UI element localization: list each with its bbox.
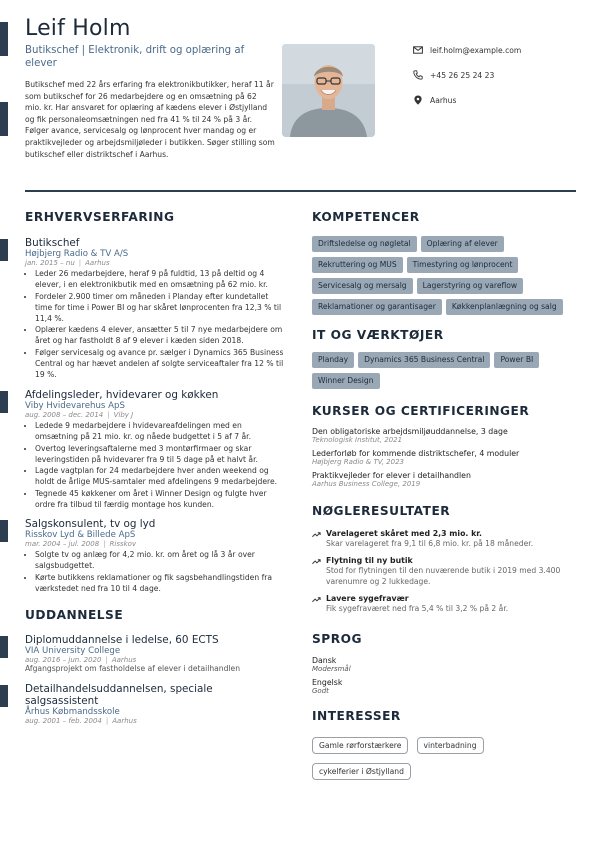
candidate-name: Leif Holm (25, 16, 131, 41)
skill-tag: Rekruttering og MUS (312, 257, 403, 273)
job-bullet: • Ledede 9 medarbejdere i hvidevareafdelingen med en omsætning på 21 mio. kr. og nåede budgettet i 5 af 7 år. (35, 420, 287, 442)
language-entry (312, 678, 582, 695)
job-bullet: • Tegnede 45 køkkener om året i Winner Design og fulgte hver ordre fra tilbud til færdig montage hos kunden. (35, 488, 287, 510)
education-meta: aug. 2001 – feb. 2004 | Aarhus (25, 716, 137, 725)
job-meta: jan. 2015 – nu | Aarhus (25, 259, 110, 267)
course-meta: Højbjerg Radio & TV, 2023 (312, 458, 404, 466)
skill-tag: Driftsledelse og nøgletal (312, 236, 417, 252)
skills-heading: KOMPETENCER (312, 210, 420, 224)
header-divider (25, 190, 576, 192)
language-name: Engelsk (312, 678, 343, 687)
education-meta: aug. 2016 – jun. 2020 | Aarhus (25, 655, 137, 664)
education-description: Afgangsprojekt om fastholdelse af elever i detailhandlen (25, 663, 241, 673)
result-entry (312, 556, 582, 587)
education-school: VIA University College (25, 645, 121, 656)
job-title: Butikschef (25, 237, 80, 249)
language-level: Modersmål (312, 665, 351, 673)
job-bullet: • Kørte butikkens reklamationer og fik sagsbehandlingstiden fra værkstedet ned fra 10 til 4 dage. (35, 572, 287, 594)
job-bullets (25, 268, 287, 380)
location-text: Aarhus (430, 95, 457, 105)
right-column (312, 210, 582, 785)
tool-tag: Power BI (494, 352, 539, 368)
job-dates: aug. 2008 – dec. 2014 (25, 411, 104, 420)
skill-tag: Timestyring og lønprocent (407, 257, 519, 273)
skill-tag: Servicesalg og mersalg (312, 278, 413, 294)
course-name: Lederforløb for kommende distriktschefer, 4 moduler (312, 449, 520, 458)
tools-tags (312, 352, 582, 394)
job-location: Risskov (109, 540, 137, 549)
course-entry (312, 427, 582, 444)
result-description: Skar varelageret fra 9,1 til 6,8 mio. kr. på 18 måneder. (326, 539, 534, 548)
email-text: leif.holm@example.com (430, 45, 522, 55)
mail-icon (413, 45, 423, 55)
job-location: Viby J (113, 411, 134, 420)
skills-tags (312, 236, 582, 320)
experience-heading: ERHVERVSERFARING (25, 210, 175, 224)
job-bullet: • Overtog leveringsaftalerne med 3 montørfirmaer og skar leveringstiden på hvidevarer fra 9 til 5 dage på et halvt år. (35, 443, 287, 465)
skill-tag: Lagerstyring og vareflow (417, 278, 524, 294)
job-title: Afdelingsleder, hvidevarer og køkken (25, 389, 219, 402)
profile-photo (282, 44, 375, 137)
education-school: Århus Købmandsskole (25, 706, 120, 717)
job-bullet: • Oplærer kædens 4 elever, ansætter 5 til 7 nye medarbejdere om året og har fastholdt 8 af 9 elever i kæden siden 2018. (35, 324, 287, 346)
job-meta: aug. 2008 – dec. 2014 | Viby J (25, 411, 134, 420)
result-entry (312, 529, 582, 549)
education-accent-bar (0, 685, 8, 707)
education-title: Diplomuddannelse i ledelse, 60 ECTS (25, 633, 219, 646)
interest-tag: cykelferier i Østjylland (312, 763, 411, 780)
job-bullet: • Følger servicesalg og avance pr. sælger i Dynamics 365 Business Central og har hævet andelen af solgte serviceaftaler fra 12 % til 19 %. (35, 347, 287, 380)
result-title: Lavere sygefravær (326, 594, 409, 603)
profile-summary: Butikschef med 22 års erfaring fra elektronikbutikker, heraf 11 år som butikschef for 26 medarbejdere og en omsætning på 62 mio. kr. Har ansvaret for oplæring af kædens elever i Østjylland og fik personaleomsætningen ned fra 41 % til 24 % på 3 år. Følger avance, servicesalg og lønprocent hver mandag og er praktikvejleder og arbejdsmiljøleder i butikken. Søger stilling som butikschef eller distriktschef i Aarhus. (25, 80, 275, 159)
job-company: Risskov Lyd & Billede ApS (25, 530, 136, 541)
education-title: Detailhandelsuddannelsen, speciale salgsassistent (25, 682, 213, 707)
language-name: Dansk (312, 656, 337, 665)
interest-tag: Gamle rørforstærkere (312, 737, 408, 754)
phone-text: +45 26 25 24 23 (430, 70, 495, 80)
job-bullet: • Solgte tv og anlæg for 4,2 mio. kr. om året og lå 3 år over salgsbudgettet. (35, 549, 287, 571)
trending-up-icon (312, 530, 321, 539)
interests-list (312, 733, 512, 785)
job-location: Aarhus (85, 259, 110, 267)
contact-location (413, 95, 456, 105)
job-accent-bar (0, 520, 8, 542)
tool-tag: Planday (312, 352, 354, 368)
job-company: Viby Hvidevarehus ApS (25, 401, 125, 412)
phone-icon (413, 70, 423, 80)
contact-phone[interactable] (413, 70, 494, 80)
result-entry (312, 594, 582, 614)
course-entry (312, 449, 582, 466)
language-entry (312, 656, 582, 673)
education-heading: UDDANNELSE (25, 607, 124, 622)
skill-tag: Oplæring af elever (421, 236, 504, 252)
skill-tag: Reklamationer og garantisager (312, 299, 442, 315)
trending-up-icon (312, 595, 321, 604)
job-bullet: • Lagde vagtplan for 24 medarbejdere hver anden weekend og holdt de årlige MUS-samtaler med afdelingens 9 medarbejdere. (35, 465, 287, 487)
job-bullet: • Fordeler 2.900 timer om måneden i Planday efter kundetallet time for time i Power BI og har skåret lønprocenten fra 12,3 % til 11,4 %. (35, 291, 287, 324)
course-name: Praktikvejleder for elever i detailhandlen (312, 471, 471, 480)
course-meta: Aarhus Business College, 2019 (312, 480, 421, 488)
result-title: Flytning til ny butik (326, 556, 413, 565)
tool-tag: Dynamics 365 Business Central (358, 352, 490, 368)
job-bullets (25, 420, 287, 510)
location-pin-icon (413, 95, 423, 105)
course-entry (312, 471, 582, 488)
skill-tag: Køkkenplanlægning og salg (446, 299, 563, 315)
job-entry (25, 518, 287, 594)
interest-tag: vinterbadning (417, 737, 484, 754)
results-heading: NØGLERESULTATER (312, 504, 451, 518)
education-dates: aug. 2016 – jun. 2020 (25, 655, 102, 664)
summary-accent-bar (0, 102, 8, 136)
language-level: Godt (312, 687, 329, 695)
job-bullet: • Leder 26 medarbejdere, heraf 9 på fuldtid, 13 på deltid og 4 elever, i en elektronikbutik med en omsætning på 62 mio. kr. (35, 268, 287, 290)
contact-email[interactable] (413, 45, 521, 55)
tools-heading: IT OG VÆRKTØJER (312, 328, 444, 342)
courses-heading: KURSER OG CERTIFICERINGER (312, 404, 530, 418)
result-description: Fik sygefraværet ned fra 5,4 % til 3,2 % på 2 år. (326, 604, 509, 613)
job-accent-bar (0, 391, 8, 413)
result-title: Varelageret skåret med 2,3 mio. kr. (326, 529, 482, 538)
result-description: Stod for flytningen til den nuværende butik i 2019 med 3.400 varenumre og 2 lukkedage. (326, 566, 561, 586)
trending-up-icon (312, 557, 321, 566)
education-entry (25, 634, 287, 673)
education-accent-bar (0, 636, 8, 658)
education-dates: aug. 2001 – feb. 2004 (25, 716, 102, 725)
education-location: Aarhus (111, 655, 137, 664)
candidate-headline: Butikschef | Elektronik, drift og oplæring af elever (25, 45, 245, 69)
job-bullets (25, 549, 287, 594)
course-meta: Teknologisk Institut, 2021 (312, 436, 403, 444)
job-accent-bar (0, 239, 8, 261)
job-dates: jan. 2015 – nu (25, 259, 75, 267)
education-entry (25, 683, 287, 725)
job-dates: mar. 2004 – jul. 2008 (25, 540, 100, 549)
interests-heading: INTERESSER (312, 709, 401, 723)
languages-heading: SPROG (312, 632, 362, 646)
header-accent-bar (0, 22, 8, 56)
course-name: Den obligatoriske arbejdsmiljøuddannelse, 3 dage (312, 427, 508, 436)
job-meta: mar. 2004 – jul. 2008 | Risskov (25, 540, 137, 549)
education-location: Aarhus (112, 716, 137, 725)
tool-tag: Winner Design (312, 373, 380, 389)
job-entry (25, 237, 287, 380)
job-title: Salgskonsulent, tv og lyd (25, 518, 156, 531)
left-column (25, 210, 287, 725)
job-company: Højbjerg Radio & TV A/S (25, 249, 129, 259)
job-entry (25, 389, 287, 510)
